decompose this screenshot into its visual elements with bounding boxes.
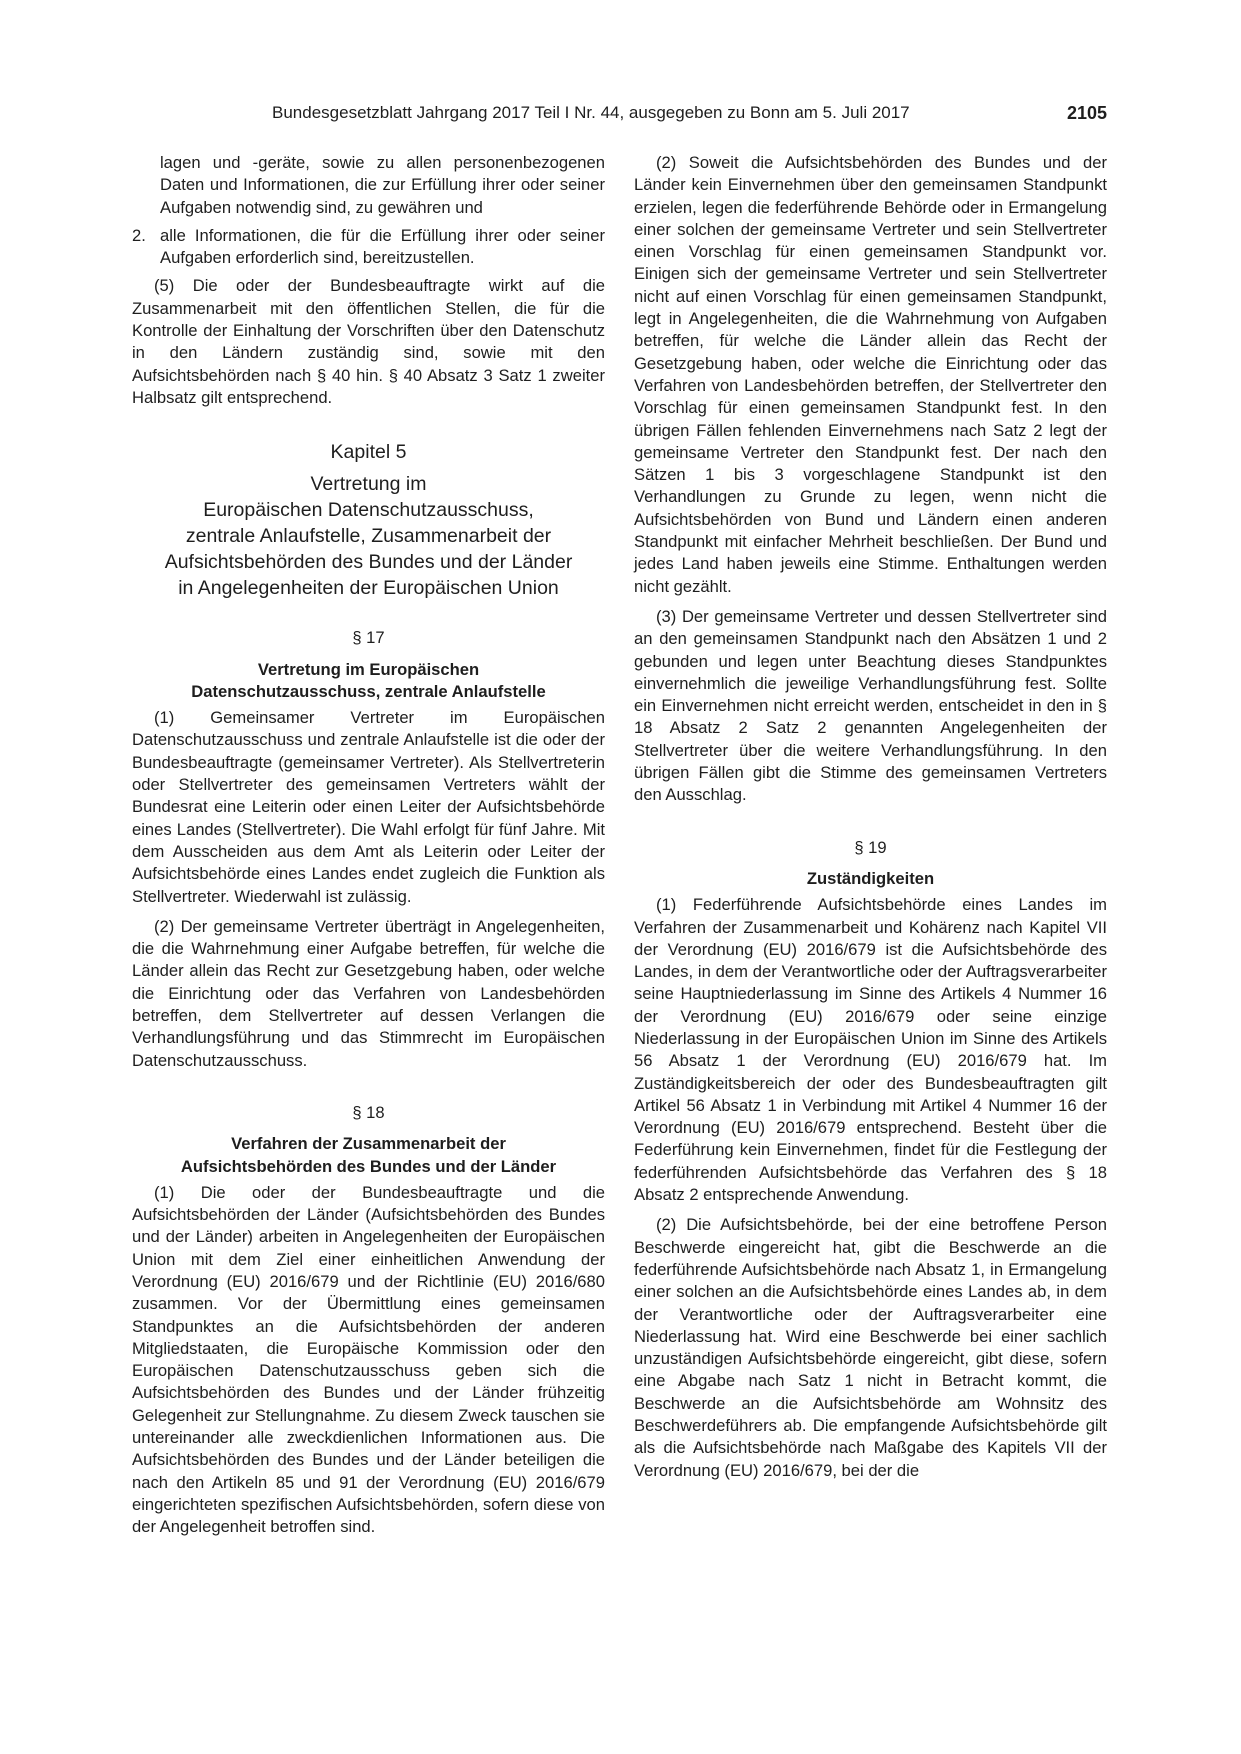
chapter-title-line: Aufsichtsbehörden des Bundes und der Länder [164, 551, 573, 574]
chapter-title [132, 471, 605, 601]
left-column [132, 152, 605, 1539]
section-title-line: Verfahren der Zusammenarbeit der [231, 1134, 506, 1154]
section-title-line: Aufsichtsbehörden des Bundes und der Länder [180, 1156, 557, 1176]
section-17-abs-1: (1) Gemeinsamer Vertreter im Europäischen Datenschutzausschuss und zentrale Anlaufstelle ist die oder der Bundesbeauftragte (gemeinsamer Vertreter). Als Stellvertreterin oder Stellvertreter des gemeinsamen Vertreters wählt der Bundesrat eine Leiterin oder einen Leiter der Aufsichtsbehörde eines Landes (Stellvertreter). Die Wahl erfolgt für fünf Jahre. Mit dem Ausscheiden aus dem Amt als Leiterin oder Leiter der Aufsichtsbehörde eines Landes endet zugleich die Funktion als Stellvertreter. Wiederwahl ist zulässig. [132, 708, 605, 906]
page-number: 2105 [1066, 103, 1107, 123]
chapter-title-line: zentrale Anlaufstelle, Zusammenarbeit der [185, 525, 552, 548]
right-column [634, 152, 1107, 1482]
section-19-abs-2: (2) Die Aufsichtsbehörde, bei der eine betroffene Person Beschwerde eingereicht hat, gibt die Beschwerde an die federführende Aufsichtsbehörde nach Absatz 1, in Ermangelung einer solchen an die Aufsichtsbehörde eines Landes ab, in dem der Verantwortliche oder der Auftragsverarbeiter eine Niederlassung hat. Wird eine Beschwerde bei einer sachlich unzuständigen Aufsichtsbehörde eingereicht, gibt diese, sofern eine Abgabe nach Satz 1 nicht in Betracht kommt, die Beschwerde an die Aufsichtsbehörde am Wohnsitz des Beschwerdeführers ab. Die empfangende Aufsichtsbehörde gilt als die Aufsichtsbehörde nach Maßgabe des Kapitels VII der Verordnung (EU) 2016/679, bei der die [634, 1215, 1107, 1480]
chapter-heading: Kapitel 5 [330, 441, 407, 464]
paragraph-16-abs-5: (5) Die oder der Bundesbeauftragte wirkt auf die Zusammenarbeit mit den öffentlichen Stellen, die für die Kontrolle der Einhaltung der Vorschriften über den Datenschutz in den Ländern zuständig sind, sowie mit den Aufsichtsbehörden nach § 40 hin. § 40 Absatz 3 Satz 1 zweiter Halbsatz gilt entsprechend. [132, 276, 605, 407]
section-title-17 [132, 659, 605, 704]
section-sign-19: § 19 [854, 837, 887, 857]
section-title-18 [132, 1133, 605, 1178]
list-item-2 [132, 225, 605, 270]
list-item-number: 2. [132, 225, 146, 245]
list-item-text: alle Informationen, die für die Erfüllung ihrer oder seiner Aufgaben erforderlich sind, bereitzustellen. [160, 225, 605, 268]
section-title-line: Vertretung im Europäischen [257, 659, 480, 679]
section-19-abs-1: (1) Federführende Aufsichtsbehörde eines Landes im Verfahren der Zusammenarbeit und Kohärenz nach Kapitel VII der Verordnung (EU) 2016/679 ist die Aufsichtsbehörde des Landes, in dem der Verantwortliche oder der Auftragsverarbeiter seine Hauptniederlassung im Sinne des Artikels 4 Nummer 16 der Verordnung (EU) 2016/679 oder seine einzige Niederlassung in der Europäischen Union im Sinne des Artikels 56 Absatz 1 der Verordnung (EU) 2016/679 hat. Im Zuständigkeitsbereich der oder des Bundesbeauftragten gilt Artikel 56 Absatz 1 in Verbindung mit Artikel 4 Nummer 16 der Verordnung (EU) 2016/679 entsprechend. Besteht über die Federführung kein Einvernehmen, findet für die Festlegung der federführenden Aufsichtsbehörde das Verfahren des § 18 Absatz 2 entsprechende Anwendung. [634, 895, 1107, 1205]
page-header [132, 100, 1107, 126]
chapter-title-line: Vertretung im [310, 473, 427, 496]
section-sign-18: § 18 [352, 1102, 385, 1122]
section-sign-17: § 17 [352, 628, 385, 648]
section-18-abs-1: (1) Die oder der Bundesbeauftragte und die Aufsichtsbehörden der Länder (Aufsichtsbehörden des Bundes und der Länder) arbeiten in Angelegenheiten der Europäischen Union mit dem Ziel einer einheitlichen Anwendung der Verordnung (EU) 2016/679 und der Richtlinie (EU) 2016/680 zusammen. Vor der Übermittlung eines gemeinsamen Standpunktes an die Aufsichtsbehörden der anderen Mitgliedstaaten, die Europäische Kommission oder den Europäischen Datenschutzausschuss geben sich die Aufsichtsbehörden des Bundes und der Länder frühzeitig Gelegenheit zur Stellungnahme. Zu diesem Zweck tauschen sie untereinander alle zweckdienlichen Informationen aus. Die Aufsichtsbehörden des Bundes und der Länder beteiligen die nach den Artikeln 85 und 91 der Verordnung (EU) 2016/679 eingerichteten spezifischen Aufsichtsbehörden, sofern diese von der Angelegenheit betroffen sind. [132, 1182, 605, 1537]
chapter-title-line: in Angelegenheiten der Europäischen Union [178, 577, 559, 600]
section-title-19: Zuständigkeiten [806, 868, 935, 888]
section-18-abs-2: (2) Soweit die Aufsichtsbehörden des Bundes und der Länder kein Einvernehmen über den gemeinsamen Standpunkt erzielen, legen die federführende Behörde oder in Ermangelung einer solchen der gemeinsame Vertreter und sein Stellvertreter einen Vorschlag für einen gemeinsamen Standpunkt vor. Einigen sich der gemeinsame Vertreter und sein Stellvertreter nicht auf einen Vorschlag für einen gemeinsamen Standpunkt, legt in Angelegenheiten, die die Wahrnehmung von Aufgaben betreffen, für welche die Länder allein das Recht der Gesetzgebung haben, oder welche die Einrichtung oder das Verfahren von Landesbehörden betreffen, der Stellvertreter den Vorschlag für einen gemeinsamen Standpunkt fest. In den übrigen Fällen fehlenden Einvernehmens nach Satz 2 legt der gemeinsame Vertreter den Standpunkt fest. Der nach den Sätzen 1 bis 3 vorgeschlagene Standpunkt ist den Verhandlungen zu Grunde zu legen, wenn nicht die Aufsichtsbehörden von Bund und Ländern einen anderen Standpunkt mit einfacher Mehrheit beschließen. Der Bund und jedes Land haben jeweils eine Stimme. Enthaltungen werden nicht gezählt. [634, 153, 1107, 596]
chapter-title-line: Europäischen Datenschutzausschuss, [203, 499, 534, 522]
section-title-line: Datenschutzausschuss, zentrale Anlaufstelle [191, 681, 546, 701]
section-17-abs-2: (2) Der gemeinsame Vertreter überträgt in Angelegenheiten, die die Wahrnehmung einer Aufgabe betreffen, für welche die Länder allein das Recht zur Gesetzgebung haben, oder welche die Einrichtung oder das Verfahren von Landesbehörden betreffen, dem Stellvertreter auf dessen Verlangen die Verhandlungsführung und das Stimmrecht im Europäischen Datenschutzausschuss. [132, 916, 605, 1070]
running-title: Bundesgesetzblatt Jahrgang 2017 Teil I Nr. 44, ausgegeben zu Bonn am 5. Juli 2017 [272, 103, 910, 122]
list-item-continuation: lagen und -geräte, sowie zu allen personenbezogenen Daten und Informationen, die zur Erfüllung ihrer oder seiner Aufgaben notwendig sind, zu gewähren und [160, 153, 605, 217]
section-18-abs-3: (3) Der gemeinsame Vertreter und dessen Stellvertreter sind an den gemeinsamen Standpunkt nach den Absätzen 1 und 2 gebunden und legen unter Beachtung dieses Standpunktes einvernehmlich die jeweilige Verhandlungsführung fest. Sollte ein Einvernehmen nicht erreicht werden, entscheidet in den in § 18 Absatz 2 Satz 2 genannten Angelegenheiten der Stellvertreter über die weitere Verhandlungsführung. In den übrigen Fällen gibt die Stimme des gemeinsamen Vertreters den Ausschlag. [634, 606, 1107, 805]
